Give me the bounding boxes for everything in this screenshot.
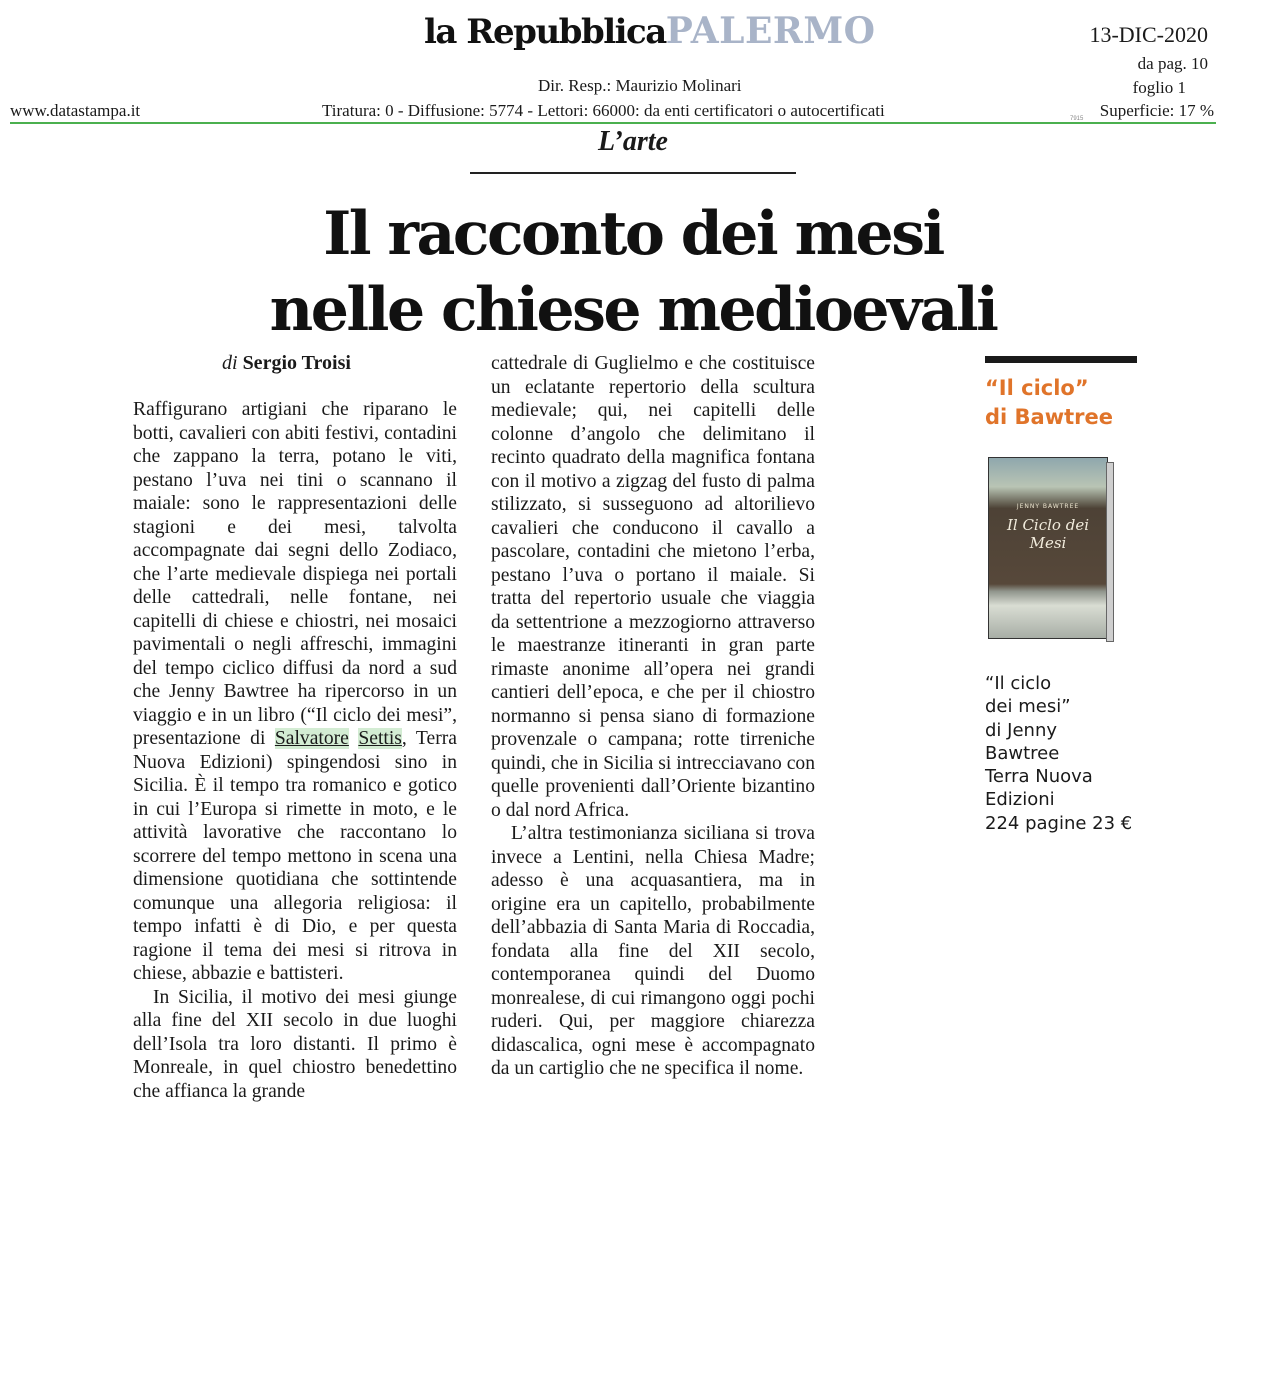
book-cover	[988, 457, 1108, 639]
issue-date: 13-DIC-2020	[1089, 22, 1208, 47]
byline	[222, 352, 351, 375]
highlighted-name[interactable]: Salvatore	[274, 728, 349, 749]
article-column-2	[491, 352, 815, 1081]
paragraph: cattedrale di Guglielmo e che costituisce un eclatante repertorio della scultura medievale; qui, nei capitelli delle colonne d’angolo che delimitano il recinto quadrato della magnifica fontana con il motivo a zigzag del fusto di palma stilizzato, si susseguono ad altorilievo cavalieri che conducono il cavallo a pascolare, contadini che mietono l’erba, pestano l’uva o portano il maiale. Si tratta del repertorio usuale che viaggia da settentrione a mezzogiorno attraverso le maestranze itineranti in gran parte rimaste anonime all’opera nei grandi cantieri dell’epoca, e che per il chiostro normanno si pensa siano di formazione provenzale o campana; rotte tirreniche quindi, che in Sicilia si intrecciavano con quelle provenienti dall’Oriente bizantino o dal nord Africa.	[491, 353, 815, 821]
sheet-number: foglio 1	[1132, 78, 1186, 97]
paragraph: In Sicilia, il motivo dei mesi giunge alla fine del XII secolo in due luoghi dell’Isola tra loro distanti. Il primo è Monreale, in quel chiostro benedettino che affianca la grande	[133, 986, 457, 1102]
masthead-brand: la Repubblica	[424, 12, 666, 52]
paragraph-text: , Terra Nuova Edizioni) spingendosi sino in Sicilia. È il tempo tra romanico e gotico in cui l’Europa si rimette in moto, e le attività lavorative che raccontano lo scorrere del tempo mettono in scena una dimensione quotidiana che sottintende comunque una allegoria religiosa: il tempo infatti è di Dio, e per questa ragione il tema dei mesi si ritrova in chiese, abbazie e battisteri.	[133, 728, 457, 984]
sidebar-heading-line2: di Bawtree	[985, 405, 1113, 429]
masthead-edition: PALERMO	[665, 10, 876, 52]
sidebar-heading-line1: “Il ciclo”	[985, 376, 1089, 400]
highlighted-surname[interactable]: Settis	[358, 728, 402, 749]
surface-percentage: Superficie: 17 %	[1099, 101, 1214, 120]
book-spine	[1106, 462, 1114, 642]
article-title-line2: nelle chiese medioevali	[269, 275, 997, 345]
paragraph	[133, 398, 457, 986]
kicker-rule	[470, 172, 796, 174]
page-number: da pag. 10	[1137, 54, 1208, 73]
section-kicker: L’arte	[598, 126, 668, 157]
director-line: Dir. Resp.: Maurizio Molinari	[538, 76, 742, 95]
paragraph: L’altra testimonianza siciliana si trova invece a Lentini, nella Chiesa Madre; adesso è una acquasantiera, ma in origine era un capitello, probabilmente dell’abbazia di Santa Maria di Roccadia, fondata alla fine del XII secolo, contemporanea quindi del Duomo monrealese, di cui rimangono oggi pochi ruderi. Qui, per maggiore chiarezza didascalica, ogni mese è accompagnato da un cartiglio che ne specifica il nome.	[491, 823, 815, 1079]
book-cover-author: JENNY BAWTREE	[1016, 503, 1080, 510]
byline-prefix: di	[222, 352, 238, 374]
small-code: 7915	[1070, 116, 1084, 122]
header-divider	[10, 122, 1216, 124]
book-cover-image	[988, 457, 1114, 643]
article-title	[0, 196, 1266, 348]
book-caption: “Il ciclo dei mesi” di Jenny Bawtree Terra Nuova Edizioni 224 pagine 23 €	[985, 673, 1133, 834]
byline-author: Sergio Troisi	[242, 352, 351, 374]
sidebar-rule	[985, 356, 1137, 363]
paragraph-text: Raffigurano artigiani che riparano le botti, cavalieri con abiti festivi, contadini che zappano la terra, potano le viti, pestano l’uva nei tini o scannano il maiale: sono le rappresentazioni delle stagioni e dei mesi, talvolta accompagnate dai segni dello Zodiaco, che l’arte medievale dispiega nei portali delle cattedrali, nelle fontane, nei capitelli di chiese e chiostri, nei mosaici pavimentali o negli affreschi, immagini del tempo ciclico diffusi da nord a sud che Jenny Bawtree ha ripercorso in un viaggio e in un libro (“Il ciclo dei mesi”, presentazione di	[133, 399, 457, 749]
circulation-line: Tiratura: 0 - Diffusione: 5774 - Lettori: 66000: da enti certificatori o autocertificati	[322, 101, 885, 120]
article-column-1	[133, 398, 457, 1103]
book-cover-title: Il Ciclo dei Mesi	[1006, 516, 1090, 552]
masthead	[424, 10, 876, 60]
article-title-line1: Il racconto dei mesi	[323, 199, 943, 269]
website-link[interactable]: www.datastampa.it	[10, 101, 141, 120]
sidebar-heading	[985, 374, 1113, 432]
